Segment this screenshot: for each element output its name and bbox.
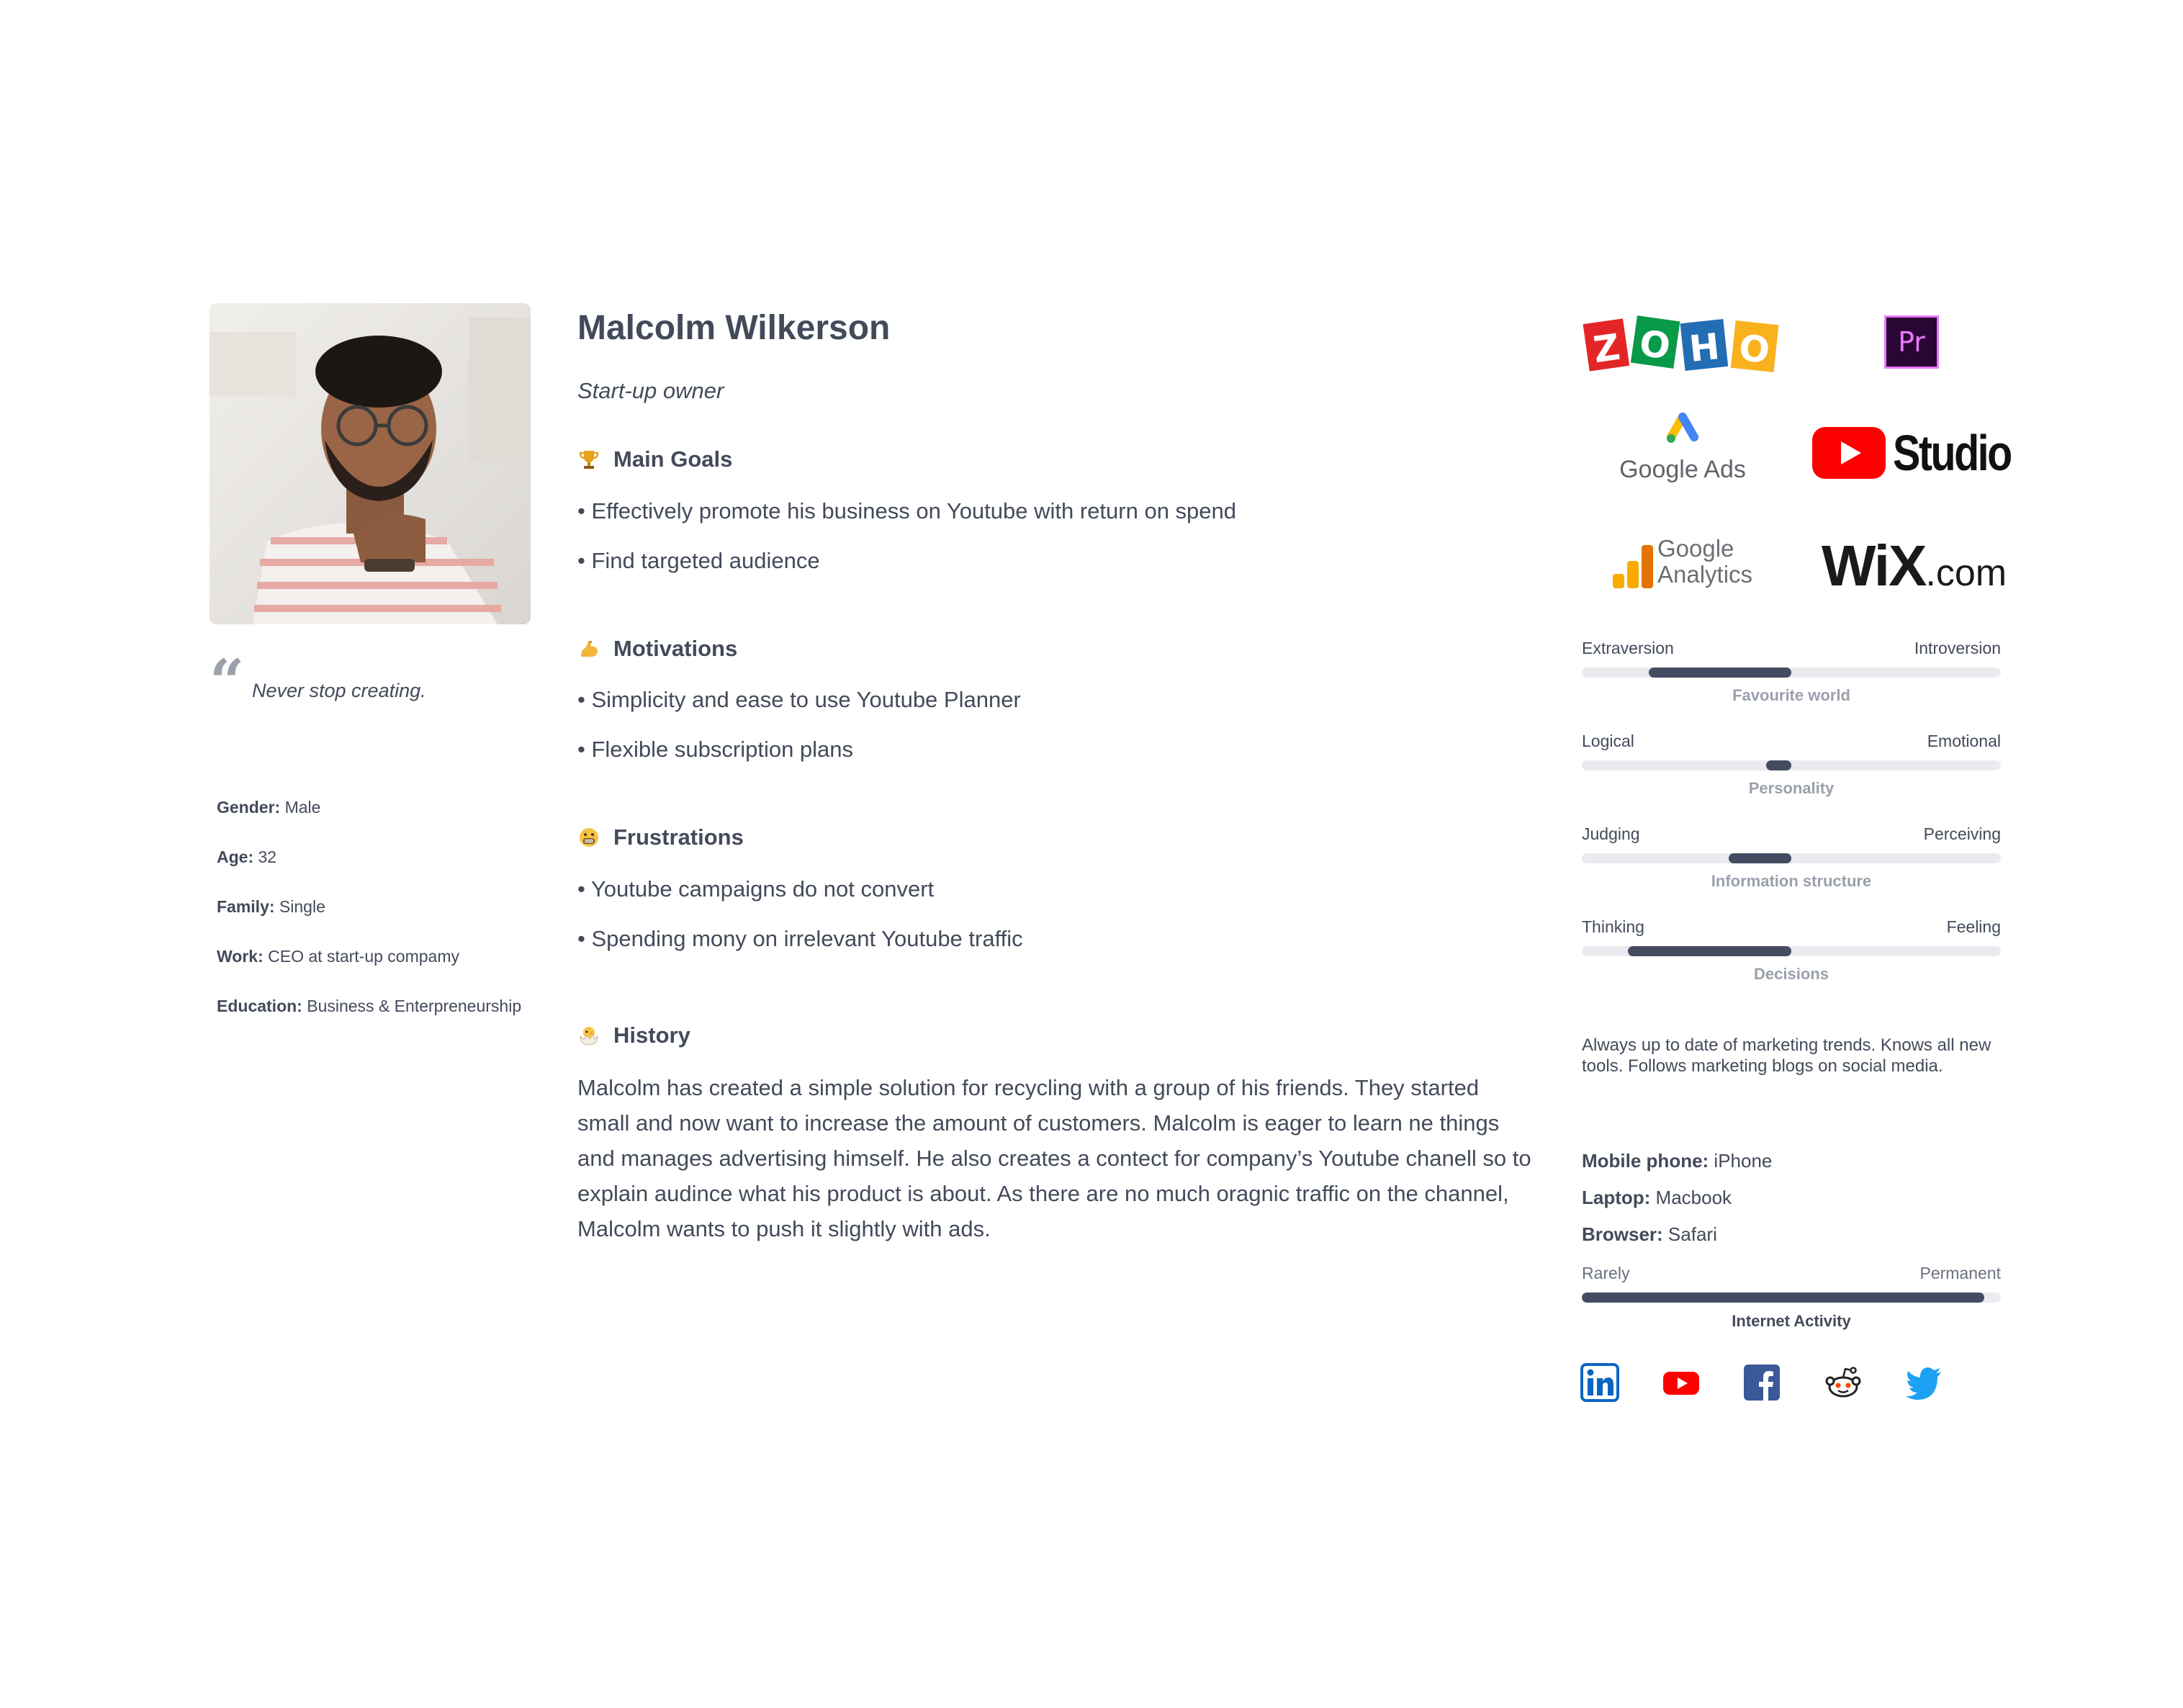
twitter-icon[interactable] bbox=[1905, 1363, 1944, 1402]
goal-item: • Find targeted audience bbox=[577, 548, 820, 573]
section-history: History bbox=[577, 1022, 690, 1048]
fact-work: Work: CEO at start-up compamy bbox=[217, 947, 459, 966]
scale-track bbox=[1582, 853, 2001, 863]
internet-activity-fill bbox=[1582, 1293, 1984, 1303]
motivation-item: • Flexible subscription plans bbox=[577, 737, 854, 762]
google-analytics-logo: Google Analytics bbox=[1613, 534, 1771, 599]
scale-left-label: Thinking bbox=[1582, 917, 1644, 936]
scale-fill bbox=[1729, 853, 1791, 863]
scale-left-label: Extraversion bbox=[1582, 639, 1674, 657]
youtube-studio-logo: Studio bbox=[1812, 424, 2014, 482]
quote-icon: “ bbox=[210, 646, 245, 717]
persona-note: Always up to date of marketing trends. Knows all new tools. Follows marketing blogs on social media. bbox=[1582, 1035, 1991, 1076]
internet-activity-caption: Internet Activity bbox=[1732, 1312, 1851, 1330]
scale-fill bbox=[1649, 668, 1791, 678]
scale-caption: Personality bbox=[1748, 779, 1835, 797]
scale-left-label: Logical bbox=[1582, 732, 1634, 750]
goal-item: • Effectively promote his business on Youtube with return on spend bbox=[577, 498, 1237, 523]
wix-logo: WiX.com bbox=[1822, 534, 2007, 598]
svg-text:O: O bbox=[1637, 322, 1673, 368]
scale-right-label: Introversion bbox=[1914, 639, 2001, 657]
scale-fill bbox=[1628, 946, 1791, 956]
device-browser: Browser: Safari bbox=[1582, 1223, 1717, 1245]
facebook-icon[interactable] bbox=[1742, 1363, 1781, 1402]
internet-scale-left: Rarely bbox=[1582, 1264, 1630, 1282]
device-mobile: Mobile phone: iPhone bbox=[1582, 1150, 1773, 1172]
adobe-premiere-logo: Pr bbox=[1884, 315, 1939, 369]
youtube-icon[interactable] bbox=[1662, 1363, 1701, 1402]
google-ads-logo: Google Ads bbox=[1611, 413, 1755, 485]
frustration-item: • Youtube campaigns do not convert bbox=[577, 876, 935, 902]
scale-right-label: Feeling bbox=[1946, 917, 2001, 936]
personal-quote: Never stop creating. bbox=[252, 680, 426, 701]
section-motivations: Motivations bbox=[577, 636, 737, 662]
hatching-chick-icon bbox=[577, 1024, 600, 1047]
motivation-item: • Simplicity and ease to use Youtube Planner bbox=[577, 687, 1021, 712]
scale-right-label: Emotional bbox=[1927, 732, 2001, 750]
grimacing-face-icon bbox=[577, 826, 600, 849]
section-main-goals: Main Goals bbox=[577, 446, 732, 472]
scale-caption: Information structure bbox=[1711, 872, 1872, 890]
avatar bbox=[210, 303, 531, 624]
internet-scale-right: Permanent bbox=[1919, 1264, 2001, 1282]
fact-education: Education: Business & Enterpreneurship bbox=[217, 997, 522, 1015]
svg-text:H: H bbox=[1687, 325, 1722, 371]
scale-track bbox=[1582, 760, 2001, 770]
fact-age: Age: 32 bbox=[217, 848, 277, 866]
scale-caption: Favourite world bbox=[1732, 686, 1850, 704]
persona-name: Malcolm Wilkerson bbox=[577, 309, 891, 347]
scale-caption: Decisions bbox=[1754, 965, 1829, 983]
scale-right-label: Perceiving bbox=[1923, 824, 2001, 843]
svg-text:O: O bbox=[1737, 326, 1772, 372]
zoho-logo bbox=[1582, 308, 1783, 380]
fact-gender: Gender: Male bbox=[217, 798, 321, 817]
fact-family: Family: Single bbox=[217, 897, 325, 916]
internet-activity-track bbox=[1582, 1293, 2001, 1303]
scale-fill bbox=[1766, 760, 1791, 770]
persona-role: Start-up owner bbox=[577, 378, 724, 403]
device-laptop: Laptop: Macbook bbox=[1582, 1187, 1732, 1208]
svg-text:Z: Z bbox=[1590, 325, 1623, 372]
trophy-icon bbox=[577, 448, 600, 471]
history-text: Malcolm has created a simple solution for recycling with a group of his friends. They started small and now want to increase the amount of customers. Malcolm is eager to learn ne things and manages advertising himself. He also creates a contect for company’s Youtube chanell so to explain audince what his product is about. As there are no much oragnic traffic on the channel, Malcolm wants to push it slightly with ads. bbox=[577, 1075, 1531, 1241]
scale-left-label: Judging bbox=[1582, 824, 1640, 843]
linkedin-icon[interactable] bbox=[1580, 1363, 1619, 1402]
flexed-biceps-icon bbox=[577, 637, 600, 660]
scale-track bbox=[1582, 668, 2001, 678]
section-frustrations: Frustrations bbox=[577, 824, 744, 850]
reddit-icon[interactable] bbox=[1824, 1363, 1863, 1402]
frustration-item: • Spending mony on irrelevant Youtube traffic bbox=[577, 926, 1023, 951]
scale-track bbox=[1582, 946, 2001, 956]
